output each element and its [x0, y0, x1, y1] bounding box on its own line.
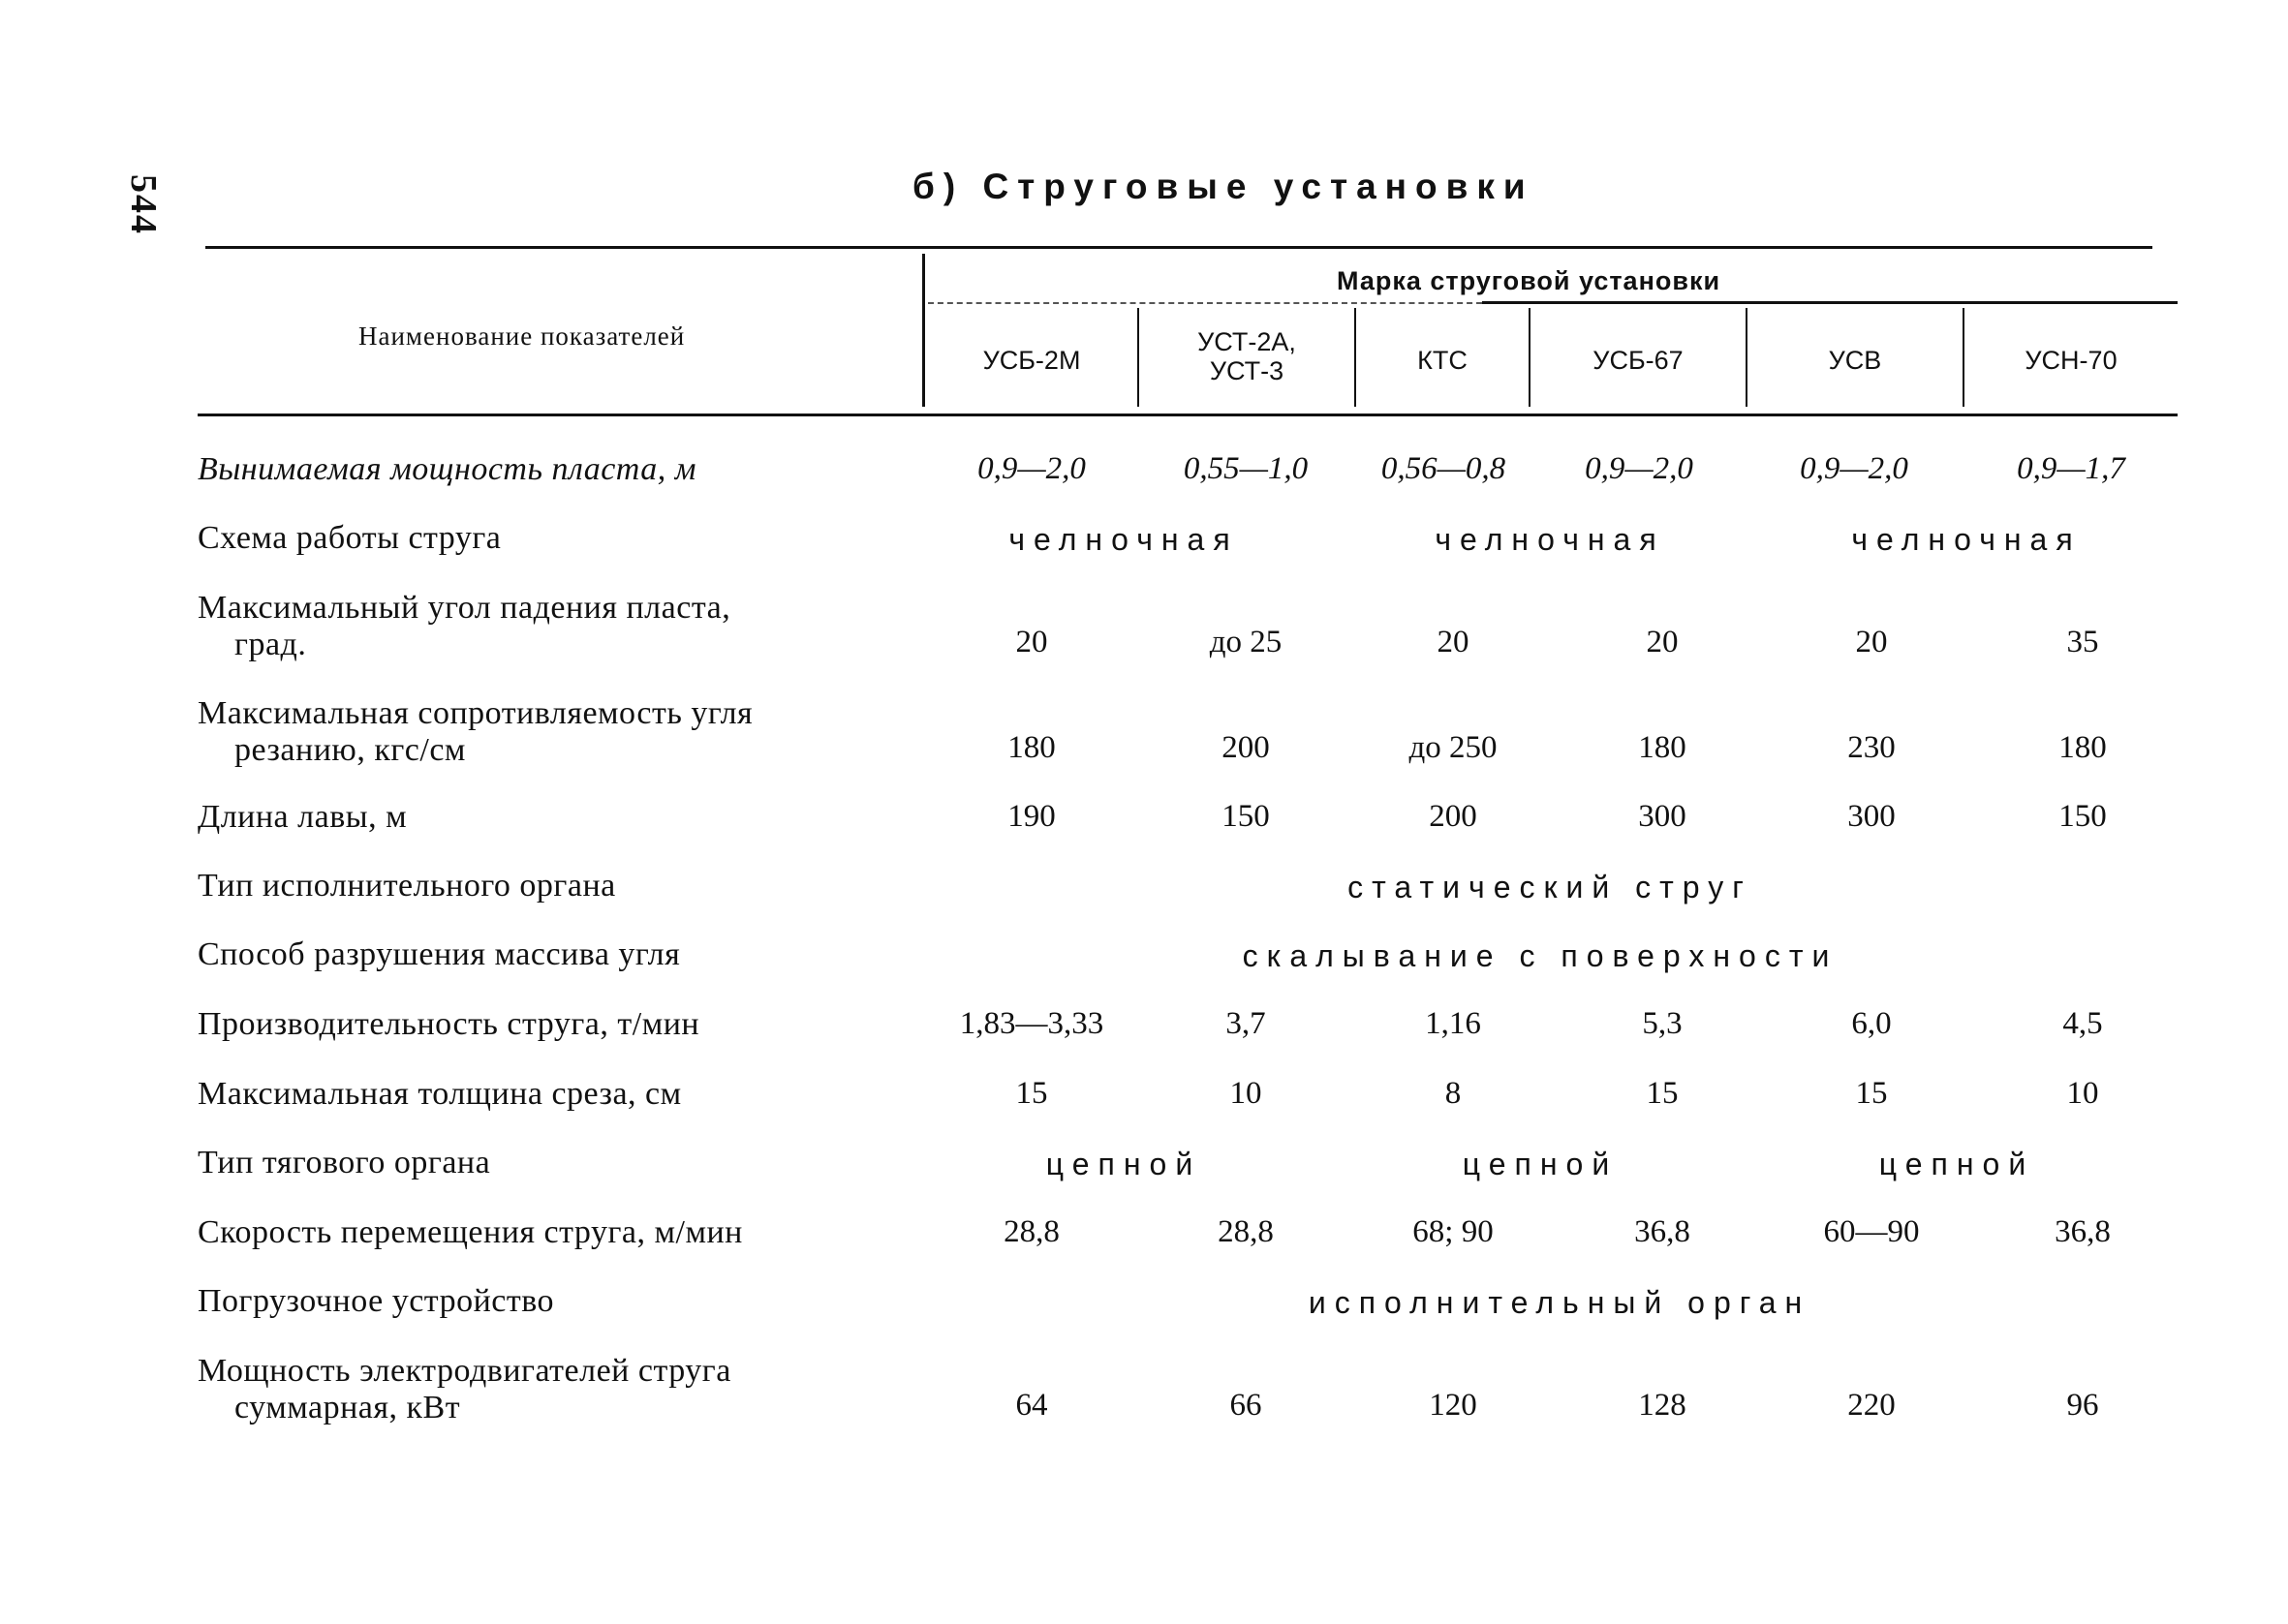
group-r1-g1: челночная	[1435, 522, 1665, 557]
group-dashed-line	[928, 302, 1482, 304]
cell-r3-c0: 180	[1007, 730, 1056, 765]
cell-r4-c4: 300	[1847, 799, 1896, 834]
column-header-ust-3-line: УСТ-3	[1209, 356, 1284, 385]
cell-r3-c1: 200	[1221, 730, 1270, 765]
cell-r10-c0: 28,8	[1004, 1214, 1060, 1249]
cell-r8-c1: 10	[1229, 1076, 1262, 1111]
cell-r8-c3: 15	[1646, 1076, 1679, 1111]
cell-r7-c5: 4,5	[2062, 1006, 2103, 1041]
row-label-plough-speed: Скорость перемещения струга, м/мин	[198, 1214, 743, 1250]
column-header-ust-2a-ust-3	[1139, 327, 1354, 385]
row-label-motor-power: Мощность электродвигателей струга суммарная, кВт	[198, 1353, 731, 1425]
row-label-cutting-resistance: Максимальная сопротивляемость угля резанию, кгс/см	[198, 695, 754, 768]
cell-r12-c0: 64	[1015, 1388, 1048, 1423]
row-label-operation-scheme: Схема работы струга	[198, 520, 502, 556]
cell-r4-c5: 150	[2058, 799, 2107, 834]
cell-r2-c1: до 25	[1209, 625, 1283, 659]
cell-r0-c1: 0,55—1,0	[1183, 451, 1309, 486]
cell-r7-c2: 1,16	[1425, 1006, 1481, 1041]
top-rule	[205, 246, 2152, 249]
cell-r7-c0: 1,83—3,33	[959, 1006, 1104, 1041]
group-r9-g1: цепной	[1462, 1147, 1619, 1181]
row-label-breaking-method: Способ разрушения массива угля	[198, 936, 681, 972]
row-label-productivity: Производительность струга, т/мин	[198, 1006, 700, 1042]
cell-r2-c2: 20	[1437, 625, 1469, 659]
cell-r4-c1: 150	[1221, 799, 1270, 834]
cell-r4-c2: 200	[1429, 799, 1477, 834]
cell-r0-c5: 0,9—1,7	[2017, 451, 2125, 486]
cell-r0-c0: 0,9—2,0	[977, 451, 1086, 486]
cell-r2-c3: 20	[1646, 625, 1679, 659]
cell-r7-c4: 6,0	[1851, 1006, 1892, 1041]
cell-r12-c4: 220	[1847, 1388, 1896, 1423]
cell-r12-c2: 120	[1429, 1388, 1477, 1423]
cell-r2-c0: 20	[1015, 625, 1048, 659]
cell-r0-c4: 0,9—2,0	[1800, 451, 1908, 486]
cell-r10-c1: 28,8	[1218, 1214, 1274, 1249]
header-indicator-name: Наименование показателей	[358, 322, 686, 351]
row-label-max-dip-angle: Максимальный угол падения пласта, град.	[198, 590, 731, 662]
cell-r12-c3: 128	[1638, 1388, 1686, 1423]
cell-r10-c4: 60—90	[1823, 1214, 1920, 1249]
header-brand-group: Марка струговой установки	[1337, 266, 1721, 295]
row-label-loading-device: Погрузочное устройство	[198, 1283, 555, 1319]
cell-r4-c3: 300	[1638, 799, 1686, 834]
cell-r0-c2: 0,56—0,8	[1380, 451, 1506, 486]
group-r1-g0: челночная	[1008, 522, 1239, 557]
column-header-usb-67: УСБ-67	[1592, 346, 1684, 375]
column-header-usv: УСВ	[1828, 346, 1882, 375]
group-r9-g2: цепной	[1878, 1147, 2035, 1181]
cell-r3-c3: 180	[1638, 730, 1686, 765]
cell-r10-c5: 36,8	[2055, 1214, 2111, 1249]
cell-r10-c3: 36,8	[1634, 1214, 1690, 1249]
row-label-haulage-type: Тип тягового органа	[198, 1145, 491, 1180]
cell-r7-c1: 3,7	[1225, 1006, 1266, 1041]
span-r6: скалывание с поверхности	[1242, 938, 1839, 973]
cell-r3-c4: 230	[1847, 730, 1896, 765]
cell-r3-c5: 180	[2058, 730, 2107, 765]
cell-r2-c4: 20	[1855, 625, 1888, 659]
cell-r8-c4: 15	[1855, 1076, 1888, 1111]
cell-r12-c1: 66	[1229, 1388, 1262, 1423]
group-r9-g0: цепной	[1045, 1147, 1202, 1181]
cell-r0-c3: 0,9—2,0	[1585, 451, 1693, 486]
cell-r12-c5: 96	[2066, 1388, 2099, 1423]
cell-r3-c2: до 250	[1408, 730, 1498, 765]
column-header-usb-2m: УСБ-2М	[982, 346, 1081, 375]
header-bottom-rule	[198, 414, 2178, 416]
column-header-ust-2a-line: УСТ-2А,	[1197, 327, 1296, 356]
cell-r8-c2: 8	[1444, 1076, 1462, 1111]
group-r1-g2: челночная	[1851, 522, 2082, 557]
cell-r4-c0: 190	[1007, 799, 1056, 834]
row-label-working-body-type: Тип исполнительного органа	[198, 868, 616, 904]
page-number: 544	[123, 174, 164, 235]
cell-r2-c5: 35	[2066, 625, 2099, 659]
column-header-kts: КТС	[1417, 346, 1468, 375]
row-label-seam-thickness: Вынимаемая мощность пласта, м	[198, 451, 696, 487]
span-r5: статический струг	[1347, 870, 1752, 904]
table-caption: б) Струговые установки	[912, 167, 1534, 206]
row-label-max-cut-thickness: Максимальная толщина среза, см	[198, 1076, 682, 1112]
cell-r8-c0: 15	[1015, 1076, 1048, 1111]
cell-r8-c5: 10	[2066, 1076, 2099, 1111]
column-header-usn-70: УСН-70	[2025, 346, 2118, 375]
row-label-face-length: Длина лавы, м	[198, 799, 408, 835]
cell-r10-c2: 68; 90	[1412, 1214, 1494, 1249]
span-r11: исполнительный орган	[1308, 1285, 1811, 1320]
group-underline	[1482, 301, 2178, 304]
cell-r7-c3: 5,3	[1642, 1006, 1683, 1041]
separator-first-col	[922, 254, 925, 407]
